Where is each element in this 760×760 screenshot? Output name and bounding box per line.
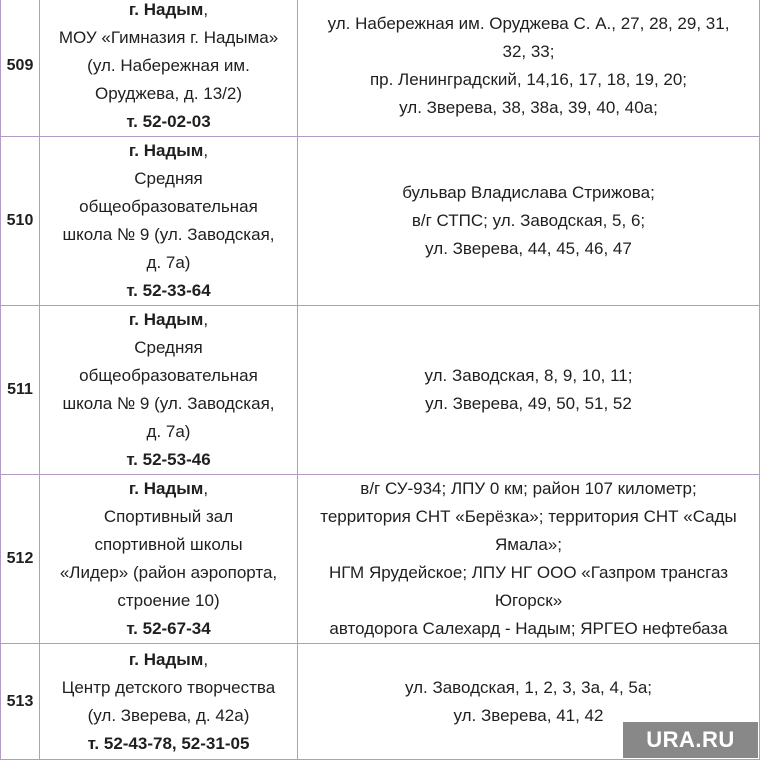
place-line: «Лидер» (район аэропорта, <box>59 563 278 582</box>
address-line: ул. Зверева, 41, 42 <box>453 705 604 725</box>
phone-number: 52-53-46 <box>142 450 211 469</box>
city-name: г. Надым <box>128 0 204 19</box>
phone-prefix: т. <box>126 619 143 638</box>
place-line: школа № 9 (ул. Заводская, <box>62 225 275 244</box>
station-number: 512 <box>1 475 40 644</box>
address-line: ул. Заводская, 1, 2, 3, 3а, 4, 5а; <box>404 677 653 697</box>
address-line: пр. Ленинградский, 14,16, 17, 18, 19, 20; <box>369 70 688 89</box>
address-line: ул. Заводская, 8, 9, 10, 11; <box>424 366 633 385</box>
station-number: 513 <box>1 644 40 760</box>
place-line: (ул. Набережная им. <box>87 56 250 75</box>
place-line: МОУ «Гимназия г. Надыма» <box>58 28 279 47</box>
place-line: Оруджева, д. 13/2) <box>94 84 243 103</box>
phone-number: 52-02-03 <box>142 112 211 131</box>
place-line: Средняя <box>134 169 203 188</box>
table-row <box>1 475 760 644</box>
station-addresses <box>298 137 760 306</box>
place-line: общеобразовательная <box>79 366 258 385</box>
city-name: г. Надым <box>128 479 204 498</box>
phone-number: 52-43-78, 52-31-05 <box>103 733 250 753</box>
table-row <box>1 306 760 475</box>
place-line: д. 7а) <box>146 422 191 441</box>
city-name: г. Надым <box>128 141 204 160</box>
station-addresses <box>298 0 760 137</box>
address-line: территория СНТ «Берёзка»; территория СНТ «Сады <box>320 507 737 526</box>
address-line: ул. Зверева, 38, 38а, 39, 40, 40а; <box>399 98 658 117</box>
station-number: 509 <box>1 0 40 137</box>
phone-prefix: т. <box>126 281 143 300</box>
place-line: Центр детского творчества <box>61 677 276 697</box>
address-line: ул. Зверева, 49, 50, 51, 52 <box>425 394 632 413</box>
city-name: г. Надым <box>128 310 204 329</box>
place-line: строение 10) <box>117 591 220 610</box>
phone-prefix: т. <box>126 112 143 131</box>
station-addresses <box>298 306 760 475</box>
station-location: г. Надым, Спортивный зал спортивной школы «Лидер» (район аэропорта, строение 10) т. 52-67-34 <box>40 475 298 644</box>
station-location: г. Надым, Средняя общеобразовательная школа № 9 (ул. Заводская, д. 7а) т. 52-33-64 <box>40 137 298 306</box>
address-line: ул. Зверева, 44, 45, 46, 47 <box>425 239 632 258</box>
address-line: 32, 33; <box>502 42 555 61</box>
phone-prefix: т. <box>126 450 143 469</box>
phone-number: 52-33-64 <box>142 281 211 300</box>
place-line: Средняя <box>134 338 203 357</box>
station-addresses <box>298 475 760 644</box>
address-line: НГМ Ярудейское; ЛПУ НГ ООО «Газпром трансгаз <box>328 563 729 582</box>
address-line: Ямала»; <box>495 535 562 554</box>
address-line: Югорск» <box>494 591 563 610</box>
station-location: г. Надым, Средняя общеобразовательная школа № 9 (ул. Заводская, д. 7а) т. 52-53-46 <box>40 306 298 475</box>
station-location: г. Надым, МОУ «Гимназия г. Надыма» (ул. Набережная им. Оруджева, д. 13/2) т. 52-02-03 <box>40 0 298 137</box>
place-line: Спортивный зал <box>103 507 234 526</box>
city-name: г. Надым <box>128 649 204 669</box>
place-line: д. 7а) <box>146 253 191 272</box>
address-line: ул. Набережная им. Оруджева С. А., 27, 28, 29, 31, <box>327 14 730 33</box>
station-number: 511 <box>1 306 40 475</box>
station-location: г. Надым, Центр детского творчества (ул. Зверева, д. 42а) т. 52-43-78, 52-31-05 <box>40 644 298 760</box>
phone-prefix: т. <box>87 733 104 753</box>
table-row <box>1 137 760 306</box>
table-row <box>1 0 760 137</box>
address-line: в/г СУ-934; ЛПУ 0 км; район 107 километр; <box>360 479 697 498</box>
place-line: общеобразовательная <box>79 197 258 216</box>
address-line: автодорога Салехард - Надым; ЯРГЕО нефтебаза <box>329 619 728 638</box>
place-line: спортивной школы <box>94 535 243 554</box>
place-line: (ул. Зверева, д. 42а) <box>87 705 250 725</box>
address-line: в/г СТПС; ул. Заводская, 5, 6; <box>411 211 646 230</box>
watermark-logo: URA.RU <box>623 722 758 758</box>
place-line: школа № 9 (ул. Заводская, <box>62 394 275 413</box>
address-line: бульвар Владислава Стрижова; <box>402 183 655 202</box>
station-number: 510 <box>1 137 40 306</box>
phone-number: 52-67-34 <box>142 619 211 638</box>
